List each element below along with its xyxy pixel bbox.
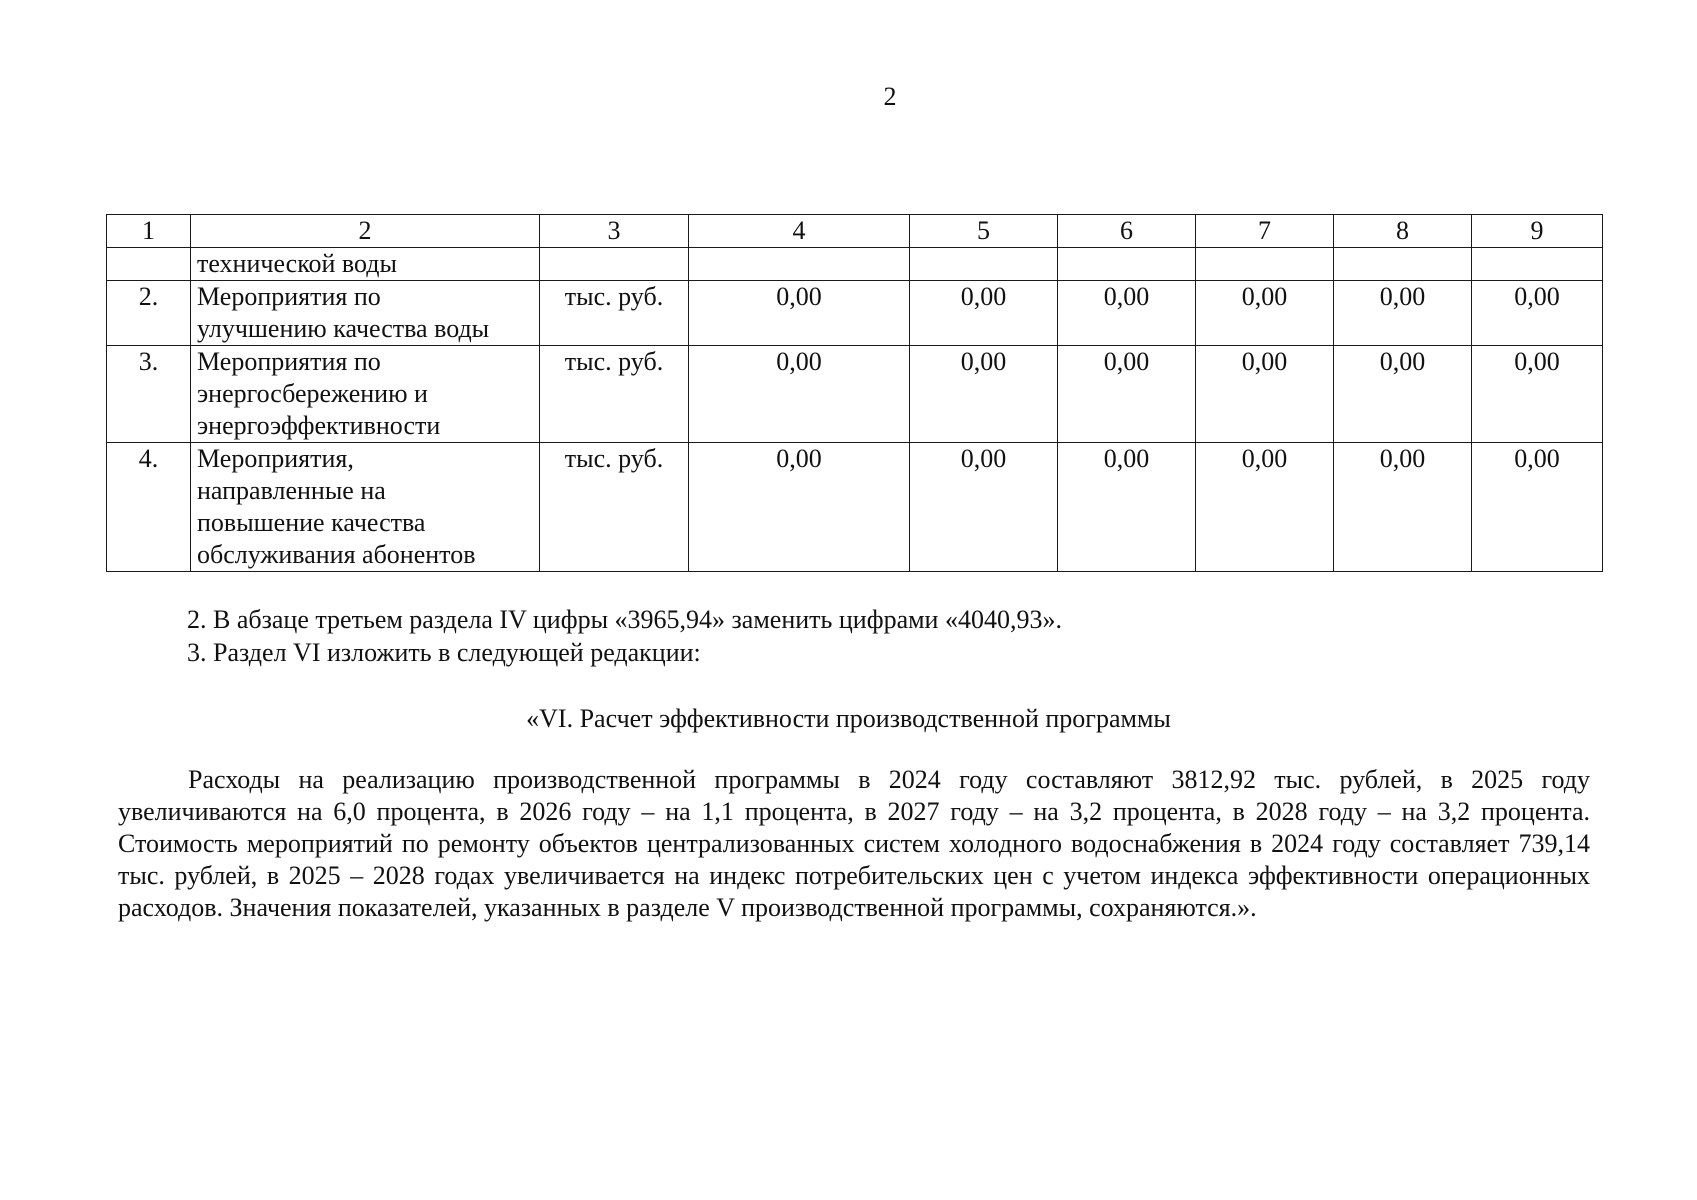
column-header: 9: [1472, 215, 1603, 248]
row-value: [689, 248, 910, 281]
row-value: [1334, 248, 1472, 281]
column-header: 4: [689, 215, 910, 248]
row-unit: тыс. руб.: [540, 346, 689, 443]
row-value: 0,00: [1334, 443, 1472, 572]
column-header: 3: [540, 215, 689, 248]
column-header: 1: [107, 215, 191, 248]
row-value: 0,00: [1196, 281, 1334, 346]
row-value: [1058, 248, 1196, 281]
row-name-line: Мероприятия,: [197, 444, 354, 473]
row-value: 0,00: [1058, 281, 1196, 346]
row-value: 0,00: [1472, 281, 1603, 346]
row-name: технической воды: [191, 248, 540, 281]
row-name: [191, 281, 540, 346]
row-value: 0,00: [689, 281, 910, 346]
row-value: 0,00: [1472, 443, 1603, 572]
column-header: 8: [1334, 215, 1472, 248]
row-name-line: энергоэффективности: [197, 411, 441, 440]
row-value: 0,00: [910, 281, 1058, 346]
row-unit: тыс. руб.: [540, 443, 689, 572]
row-value: 0,00: [1196, 346, 1334, 443]
row-name: [191, 443, 540, 572]
table-row: [107, 443, 1603, 572]
row-value: 0,00: [1058, 443, 1196, 572]
measures-table: [106, 214, 1603, 572]
table-row-continuation: [107, 248, 1603, 281]
row-value: 0,00: [689, 443, 910, 572]
row-name-line: улучшению качества воды: [197, 314, 490, 343]
row-value: 0,00: [1472, 346, 1603, 443]
row-name-line: энергосбережению и: [197, 379, 428, 408]
row-value: [1472, 248, 1603, 281]
table-header-row: [107, 215, 1603, 248]
table-row: [107, 281, 1603, 346]
row-unit: тыс. руб.: [540, 281, 689, 346]
row-value: 0,00: [1334, 346, 1472, 443]
row-value: 0,00: [910, 443, 1058, 572]
row-value: [1196, 248, 1334, 281]
column-header: 7: [1196, 215, 1334, 248]
row-value: 0,00: [910, 346, 1058, 443]
row-name-line: направленные на: [197, 476, 386, 505]
row-number: 4.: [107, 443, 191, 572]
row-name: [191, 346, 540, 443]
row-name-line: обслуживания абонентов: [197, 540, 476, 569]
row-value: 0,00: [689, 346, 910, 443]
row-value: 0,00: [1196, 443, 1334, 572]
column-header: 6: [1058, 215, 1196, 248]
row-value: 0,00: [1334, 281, 1472, 346]
row-number: 2.: [107, 281, 191, 346]
table-row: [107, 346, 1603, 443]
section-body-text: Расходы на реализацию производственной программы в 2024 году составляют 3812,92 тыс. рублей, в 2025 году увеличиваются на 6,0 процента, в 2026 году – на 1,1 процента, в 2027 году – на 3,2 процента, в 2028 году – на 3,2 процента. Стоимость мероприятий по ремонту объектов централизованных систем холодного водоснабжения в 2024 году составляет 739,14 тыс. рублей, в 2025 – 2028 годах увеличивается на индекс потребительских цен с учетом индекса эффективности операционных расходов. Значения показателей, указанных в разделе V производственной программы, сохраняются.».: [118, 765, 1590, 922]
section-heading: «VI. Расчет эффективности производственной программы: [526, 704, 1171, 733]
row-value: [910, 248, 1058, 281]
row-name-line: Мероприятия по: [197, 282, 381, 311]
column-header: 5: [910, 215, 1058, 248]
row-value: 0,00: [1058, 346, 1196, 443]
page-number: 2: [883, 82, 897, 111]
row-name-line: Мероприятия по: [197, 347, 381, 376]
row-name-line: повышение качества: [197, 508, 426, 537]
amendment-item-2: 2. В абзаце третьем раздела IV цифры «3965,94» заменить цифрами «4040,93».: [187, 605, 1062, 634]
column-header: 2: [191, 215, 540, 248]
row-number: [107, 248, 191, 281]
row-unit: [540, 248, 689, 281]
row-number: 3.: [107, 346, 191, 443]
amendment-item-3: 3. Раздел VI изложить в следующей редакции:: [187, 638, 701, 667]
